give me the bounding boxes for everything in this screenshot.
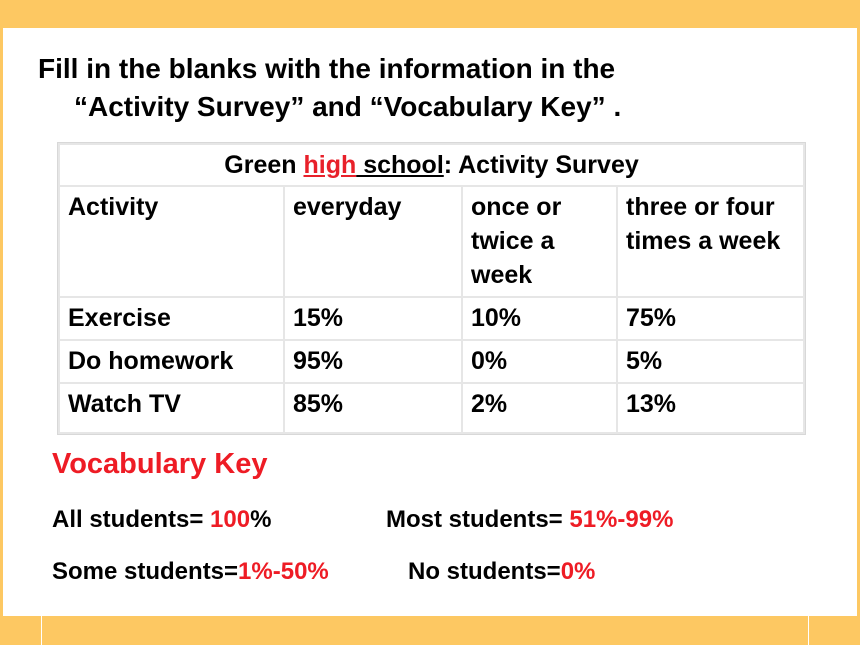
vocab-label: Most students= — [386, 506, 570, 533]
table-cell: 75% — [617, 297, 804, 340]
table-cell: 5% — [617, 340, 804, 383]
column-header: three or four times a week — [617, 186, 804, 297]
activity-survey-table — [58, 143, 805, 434]
table-row — [59, 383, 804, 433]
table-header-row — [59, 186, 804, 297]
column-header: once or twice a week — [462, 186, 617, 297]
vocab-value: 0% — [560, 558, 596, 585]
table-cell: Watch TV — [59, 383, 284, 433]
table-row — [59, 297, 804, 340]
vocab-item-most — [386, 506, 673, 534]
caption-prefix: Green — [224, 151, 304, 179]
table-cell: 85% — [284, 383, 462, 433]
table-cell: 15% — [284, 297, 462, 340]
vocab-item-some — [52, 558, 329, 586]
caption-high: high — [303, 151, 357, 179]
vocab-suffix: % — [250, 506, 272, 533]
table-cell: Do homework — [59, 340, 284, 383]
table-cell: Exercise — [59, 297, 284, 340]
vocab-value: 1%-50% — [238, 558, 329, 585]
caption-suffix: : Activity Survey — [443, 151, 639, 179]
table-cell: 0% — [462, 340, 617, 383]
column-header: Activity — [59, 186, 284, 297]
table-cell: 95% — [284, 340, 462, 383]
table-caption-row — [59, 144, 804, 186]
bottom-frame-bar — [0, 616, 860, 645]
table-caption — [59, 144, 804, 186]
vocabulary-key-heading: Vocabulary Key — [52, 448, 268, 480]
table-cell: 13% — [617, 383, 804, 433]
top-frame-bar — [0, 0, 860, 28]
table-cell: 2% — [462, 383, 617, 433]
bottom-bar-segment — [0, 616, 42, 645]
vocab-value: 51%-99% — [569, 506, 674, 533]
table-row — [59, 340, 804, 383]
title-line-1: Fill in the blanks with the information in the — [38, 53, 616, 84]
title-line-2: “Activity Survey” and “Vocabulary Key” . — [74, 91, 622, 122]
vocab-item-all — [52, 506, 271, 534]
bottom-bar-segment — [42, 616, 809, 645]
page-title — [38, 50, 828, 126]
column-header: everyday — [284, 186, 462, 297]
caption-school: school — [356, 151, 444, 179]
table-cell: 10% — [462, 297, 617, 340]
vocab-label: No students= — [408, 558, 561, 585]
vocab-label: All students= — [52, 506, 211, 533]
vocab-value: 100 — [210, 506, 251, 533]
vocab-label: Some students= — [52, 558, 239, 585]
vocab-item-none — [408, 558, 595, 586]
